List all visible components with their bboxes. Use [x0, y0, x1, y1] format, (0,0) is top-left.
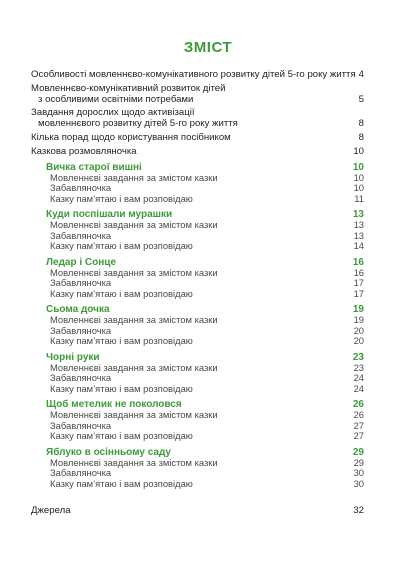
toc-page-number: 5	[358, 93, 364, 105]
story-title: Щоб метелик не поколовся	[46, 399, 182, 411]
story-title: Вичка старої вишні	[46, 161, 142, 173]
toc-page-number: 10	[353, 182, 364, 194]
toc-subentry-label: Мовленнєві завдання за змістом казки	[50, 409, 218, 421]
toc-page-number: 13	[353, 219, 364, 231]
toc-entry-label: Мовленнєво-комунікативний розвиток дітей	[31, 82, 226, 94]
toc-subentry[interactable]	[31, 241, 364, 252]
toc-entry-label: Особливості мовленнєво-комунікативного розвитку дітей 5-го року життя	[31, 68, 356, 80]
toc-page-number: 14	[353, 240, 364, 252]
toc-subentry-label: Забавляночка	[50, 182, 112, 194]
toc-entry-sources[interactable]	[31, 505, 364, 516]
story-title: Сьома дочка	[46, 304, 110, 316]
toc-subentry-label: Казку пам’ятаю і вам розповідаю	[50, 382, 193, 394]
toc-subentry-label: Забавляночка	[50, 277, 112, 289]
toc-page-number: 29	[353, 456, 364, 468]
toc-page-number: 23	[353, 361, 364, 373]
toc-entry-label-continued: з особливими освітніми потребами	[38, 93, 194, 105]
toc-entry[interactable]	[31, 107, 364, 129]
toc-page-number: 30	[353, 467, 364, 479]
toc-page-number: 10	[353, 145, 364, 157]
toc-page-number: 16	[353, 266, 364, 278]
toc-subentry-label: Мовленнєві завдання за змістом казки	[50, 456, 218, 468]
toc-page-number: 26	[353, 409, 364, 421]
toc-page-number: 16	[352, 256, 364, 268]
toc-page-number: 26	[352, 399, 364, 411]
toc-subentry-label: Мовленнєві завдання за змістом казки	[50, 361, 218, 373]
toc-entry-label: Кілька порад щодо користування посібником	[31, 132, 231, 144]
toc-subentry-label: Казку пам’ятаю і вам розповідаю	[50, 192, 193, 204]
toc-subentry[interactable]	[31, 289, 364, 300]
toc-subentry-label: Мовленнєві завдання за змістом казки	[50, 219, 218, 231]
story-title: Чорні руки	[46, 351, 100, 363]
toc-subentry-label: Забавляночка	[50, 324, 112, 336]
toc-page-number: 10	[353, 171, 364, 183]
toc-page-number: 24	[353, 382, 364, 394]
toc-subentry-label: Казку пам’ятаю і вам розповідаю	[50, 477, 193, 489]
toc-subentry[interactable]	[31, 336, 364, 347]
toc-page-number: 27	[353, 430, 364, 442]
toc-subentry-label: Казку пам’ятаю і вам розповідаю	[50, 430, 193, 442]
toc-subentry-label: Забавляночка	[50, 467, 112, 479]
toc-entry[interactable]	[31, 83, 364, 105]
toc-page-number: 19	[352, 304, 364, 316]
story-title: Яблуко в осінньому саду	[46, 446, 171, 458]
toc-page-number: 20	[353, 324, 364, 336]
toc-page-number: 32	[353, 505, 364, 517]
toc-subentry[interactable]	[31, 194, 364, 205]
toc-entry[interactable]	[31, 69, 364, 80]
toc-subentry[interactable]	[31, 431, 364, 442]
toc-page-number: 27	[353, 419, 364, 431]
toc-page-number: 8	[358, 132, 364, 144]
toc-subentry-label: Забавляночка	[50, 372, 112, 384]
toc-page-number: 17	[353, 277, 364, 289]
toc-page-number: 11	[354, 192, 364, 204]
toc-page-number: 24	[353, 372, 364, 384]
toc-entry-label: Джерела	[31, 505, 71, 517]
toc-subentry-label: Мовленнєві завдання за змістом казки	[50, 314, 218, 326]
toc-subentry[interactable]	[31, 479, 364, 490]
page-title: ЗМІСТ	[183, 39, 233, 56]
toc-page-number: 30	[353, 477, 364, 489]
toc-page-number: 19	[353, 314, 364, 326]
toc-subentry-label: Забавляночка	[50, 419, 112, 431]
toc-page-number: 29	[352, 446, 364, 458]
toc-page-number: 10	[352, 161, 364, 173]
toc-entry-label-continued: мовленнєвого розвитку дітей 5-го року життя	[38, 118, 238, 130]
toc-subentry-label: Казку пам’ятаю і вам розповідаю	[50, 287, 193, 299]
toc-subentry-label: Казку пам’ятаю і вам розповідаю	[50, 335, 193, 347]
toc-entry-label: Завдання дорослих щодо активізації	[31, 107, 195, 119]
toc-page-number: 20	[353, 335, 364, 347]
toc-subentry[interactable]	[31, 384, 364, 395]
toc-page-number: 13	[353, 229, 364, 241]
story-title: Куди поспішали мурашки	[46, 209, 173, 221]
toc-subentry-label: Мовленнєві завдання за змістом казки	[50, 266, 218, 278]
toc-subentry-label: Казку пам’ятаю і вам розповідаю	[50, 240, 193, 252]
toc-page-number: 4	[358, 68, 364, 80]
toc-page-number: 8	[358, 118, 364, 130]
toc-subentry-label: Мовленнєві завдання за змістом казки	[50, 171, 218, 183]
table-of-contents	[31, 66, 364, 516]
toc-page-number: 13	[352, 209, 364, 221]
toc-entry[interactable]	[31, 146, 364, 157]
toc-subentry-label: Забавляночка	[50, 229, 112, 241]
toc-page-number: 17	[353, 287, 364, 299]
toc-entry-label: Казкова розмовляночка	[31, 145, 137, 157]
toc-entry[interactable]	[31, 132, 364, 143]
story-title: Ледар і Сонце	[46, 256, 117, 268]
toc-page-number: 23	[352, 351, 364, 363]
